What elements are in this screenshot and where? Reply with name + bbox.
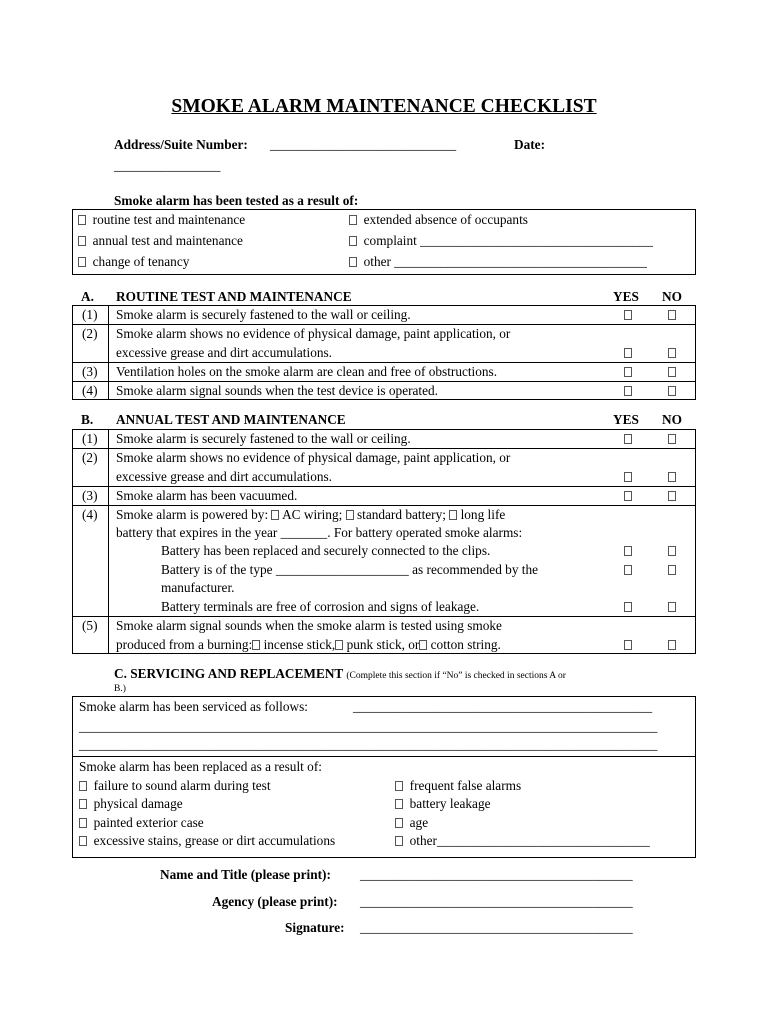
row-text: Ventilation holes on the smoke alarm are clean and free of obstructions. <box>116 364 498 379</box>
reason-label: painted exterior case <box>93 815 204 830</box>
no-checkbox[interactable] <box>668 640 676 650</box>
row-number: (4) <box>82 507 98 522</box>
option-label: AC wiring; <box>282 507 343 522</box>
section-c-title: C. SERVICING AND REPLACEMENT <box>114 666 344 681</box>
checkbox-icon[interactable] <box>346 510 354 520</box>
no-checkbox[interactable] <box>668 367 676 377</box>
reason-label: change of tenancy <box>92 254 190 269</box>
yes-checkbox[interactable] <box>624 602 632 612</box>
row-number: (1) <box>82 307 98 322</box>
checkbox-icon[interactable] <box>395 799 403 809</box>
checkbox-icon[interactable] <box>449 510 457 520</box>
checkbox-icon[interactable] <box>79 836 87 846</box>
reason-tenancy-option[interactable] <box>78 254 189 270</box>
reason-label: failure to sound alarm during test <box>93 778 271 793</box>
yes-checkbox[interactable] <box>624 310 632 320</box>
signature-field[interactable]: _________________________________________ <box>360 920 633 935</box>
option-label: punk stick, or <box>346 637 420 652</box>
yes-checkbox[interactable] <box>624 565 632 575</box>
name-title-label: Name and Title (please print): <box>160 867 331 882</box>
row-text: Smoke alarm signal sounds when the test device is operated. <box>116 383 439 398</box>
power-source-line <box>116 507 505 523</box>
no-checkbox[interactable] <box>668 472 676 482</box>
yes-checkbox[interactable] <box>624 472 632 482</box>
row-number: (3) <box>82 488 98 503</box>
yes-checkbox[interactable] <box>624 640 632 650</box>
section-c-note: (Complete this section if “No” is checked in sections A or <box>346 671 566 681</box>
serviced-line[interactable]: _______________________________________________________________________________________ <box>79 737 658 752</box>
reason-label: other ______________________________________ <box>363 254 647 269</box>
row-number: (3) <box>82 364 98 379</box>
agency-label: Agency (please print): <box>212 894 338 909</box>
reason-label: physical damage <box>93 796 183 811</box>
checkbox-icon[interactable] <box>349 236 357 246</box>
no-checkbox[interactable] <box>668 602 676 612</box>
no-checkbox[interactable] <box>668 565 676 575</box>
row-text: Smoke alarm shows no evidence of physical damage, paint application, or <box>116 326 511 341</box>
replace-reason-option[interactable] <box>79 796 183 812</box>
checkbox-icon[interactable] <box>79 781 87 791</box>
serviced-label: Smoke alarm has been serviced as follows: <box>79 699 308 714</box>
checkbox-icon[interactable] <box>395 781 403 791</box>
reason-label: frequent false alarms <box>409 778 522 793</box>
serviced-line[interactable]: _______________________________________________________________________________________ <box>79 719 658 734</box>
checkbox-icon[interactable] <box>78 257 86 267</box>
yes-checkbox[interactable] <box>624 491 632 501</box>
reason-other-option[interactable] <box>349 254 647 270</box>
replace-reason-option[interactable] <box>79 778 271 794</box>
reason-label: routine test and maintenance <box>92 212 246 227</box>
no-checkbox[interactable] <box>668 491 676 501</box>
reason-label: excessive stains, grease or dirt accumulations <box>93 833 336 848</box>
yes-checkbox[interactable] <box>624 367 632 377</box>
checkbox-icon[interactable] <box>419 640 427 650</box>
reason-absence-option[interactable] <box>349 212 528 228</box>
page-title: SMOKE ALARM MAINTENANCE CHECKLIST <box>171 96 597 117</box>
burn-material-line <box>116 637 501 653</box>
reason-label: extended absence of occupants <box>363 212 528 227</box>
row-number: (4) <box>82 383 98 398</box>
section-b-title: ANNUAL TEST AND MAINTENANCE <box>116 412 346 427</box>
row-text: manufacturer. <box>161 580 235 595</box>
no-checkbox[interactable] <box>668 546 676 556</box>
address-field[interactable]: ____________________________ <box>270 137 457 152</box>
no-header: NO <box>662 412 682 427</box>
checkbox-icon[interactable] <box>78 215 86 225</box>
reason-annual-option[interactable] <box>78 233 243 249</box>
section-b-letter: B. <box>81 412 94 427</box>
name-title-field[interactable]: _________________________________________ <box>360 867 633 882</box>
row-text: produced from a burning: <box>116 637 253 652</box>
row-text: battery that expires in the year _______. For battery operated smoke alarms: <box>116 525 523 540</box>
checkbox-icon[interactable] <box>395 836 403 846</box>
option-label: long life <box>460 507 506 522</box>
row-text: Smoke alarm shows no evidence of physical damage, paint application, or <box>116 450 511 465</box>
section-a-title: ROUTINE TEST AND MAINTENANCE <box>116 289 352 304</box>
row-text: Battery is of the type ____________________ as recommended by the <box>161 562 539 577</box>
row-number: (2) <box>82 326 98 341</box>
serviced-field[interactable]: _____________________________________________ <box>353 699 653 714</box>
checkbox-icon[interactable] <box>252 640 260 650</box>
yes-checkbox[interactable] <box>624 434 632 444</box>
row-number: (5) <box>82 618 98 633</box>
signature-label: Signature: <box>285 920 345 935</box>
yes-checkbox[interactable] <box>624 348 632 358</box>
checkbox-icon[interactable] <box>349 215 357 225</box>
yes-header: YES <box>613 412 639 427</box>
replace-reason-option[interactable] <box>79 833 335 849</box>
replace-reason-option[interactable] <box>79 815 204 831</box>
checkbox-icon[interactable] <box>395 818 403 828</box>
reason-label: battery leakage <box>409 796 491 811</box>
yes-checkbox[interactable] <box>624 546 632 556</box>
checkbox-icon[interactable] <box>335 640 343 650</box>
no-checkbox[interactable] <box>668 348 676 358</box>
no-checkbox[interactable] <box>668 386 676 396</box>
row-text: Smoke alarm has been vacuumed. <box>116 488 298 503</box>
row-number: (1) <box>82 431 98 446</box>
date-field[interactable]: ________________ <box>114 158 221 173</box>
row-number: (2) <box>82 450 98 465</box>
section-c-note-continued: B.) <box>114 684 126 694</box>
checkbox-icon[interactable] <box>349 257 357 267</box>
row-text: excessive grease and dirt accumulations. <box>116 345 332 360</box>
row-text: Smoke alarm signal sounds when the smoke alarm is tested using smoke <box>116 618 502 633</box>
reason-label: complaint ___________________________________ <box>363 233 653 248</box>
yes-header: YES <box>613 289 639 304</box>
option-label: incense stick, <box>263 637 336 652</box>
row-text: excessive grease and dirt accumulations. <box>116 469 332 484</box>
no-header: NO <box>662 289 682 304</box>
row-text: Smoke alarm is securely fastened to the wall or ceiling. <box>116 431 411 446</box>
no-checkbox[interactable] <box>668 310 676 320</box>
row-text: Smoke alarm is securely fastened to the wall or ceiling. <box>116 307 411 322</box>
address-label: Address/Suite Number: <box>114 137 248 152</box>
reason-complaint-option[interactable] <box>349 233 653 249</box>
yes-checkbox[interactable] <box>624 386 632 396</box>
row-text: Battery terminals are free of corrosion and signs of leakage. <box>161 599 480 614</box>
replace-reason-option[interactable] <box>395 815 428 831</box>
date-label: Date: <box>514 137 546 152</box>
reason-label: annual test and maintenance <box>92 233 243 248</box>
checkbox-icon[interactable] <box>78 236 86 246</box>
row-text: Battery has been replaced and securely connected to the clips. <box>161 543 491 558</box>
reason-label: age <box>409 815 429 830</box>
no-checkbox[interactable] <box>668 434 676 444</box>
replace-reason-option[interactable] <box>395 833 650 849</box>
row-text: Smoke alarm is powered by: <box>116 507 269 522</box>
reason-routine-option[interactable] <box>78 212 245 228</box>
checkbox-icon[interactable] <box>271 510 279 520</box>
section-a-letter: A. <box>81 289 94 304</box>
replace-reason-option[interactable] <box>395 778 521 794</box>
checkbox-icon[interactable] <box>79 799 87 809</box>
checkbox-icon[interactable] <box>79 818 87 828</box>
option-label: standard battery; <box>356 507 446 522</box>
replace-reason-option[interactable] <box>395 796 491 812</box>
reason-label: other________________________________ <box>409 833 650 848</box>
agency-field[interactable]: _________________________________________ <box>360 894 633 909</box>
option-label: cotton string. <box>430 637 501 652</box>
replaced-label: Smoke alarm has been replaced as a result of: <box>79 759 322 774</box>
tested-reason-label: Smoke alarm has been tested as a result of: <box>114 193 359 208</box>
section-c-heading <box>114 666 566 682</box>
